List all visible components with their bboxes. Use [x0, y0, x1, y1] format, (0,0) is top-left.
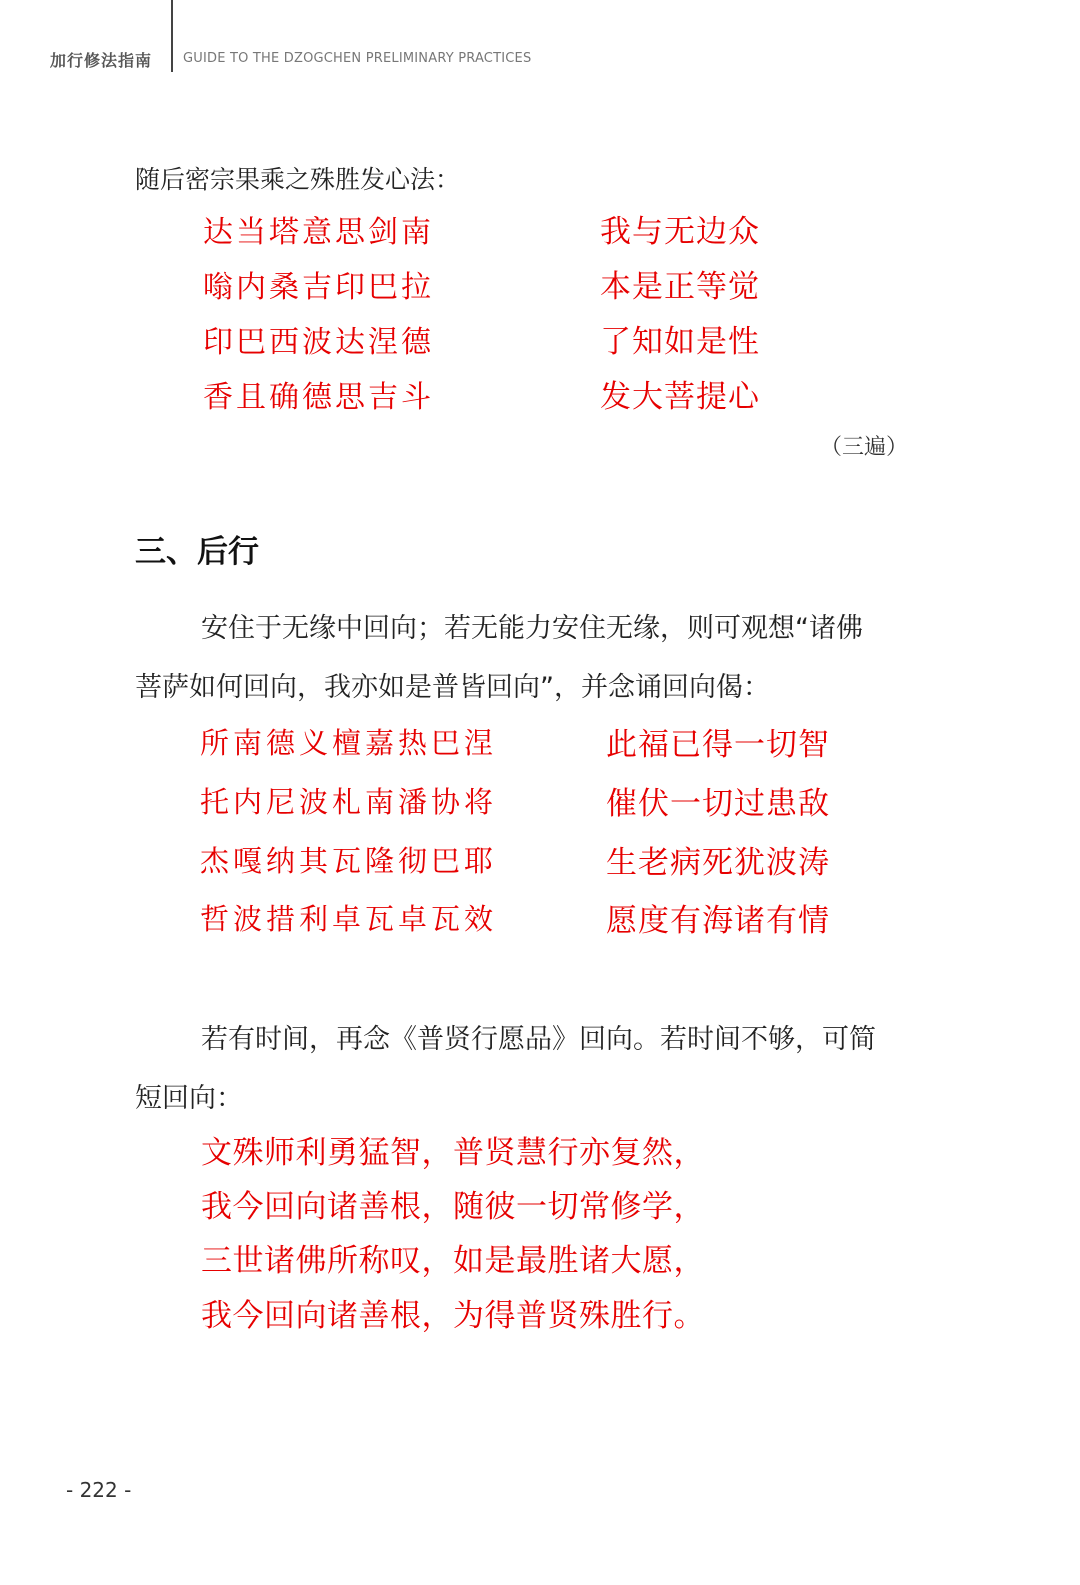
- dedication-mantra-line-3: 杰嘎纳其瓦隆彻巴耶: [200, 844, 498, 878]
- dedication-translation-line-1: 此福已得一切智: [606, 727, 830, 763]
- bodhicitta-translation-line-3: 了知如是性: [600, 324, 760, 360]
- verse-line-2: 我今回向诸善根，随彼一切常修学，: [201, 1189, 705, 1225]
- bodhicitta-mantra-line-4: 香且确德思吉斗: [203, 380, 434, 415]
- bodhicitta-translation-line-2: 本是正等觉: [600, 269, 760, 305]
- dedication-translation-line-3: 生老病死犹波涛: [606, 845, 830, 881]
- verse-line-1: 文殊师利勇猛智，普贤慧行亦复然，: [201, 1135, 705, 1171]
- header-divider: [171, 0, 173, 72]
- section-title: 三、后行: [135, 534, 259, 570]
- paragraph-1-line-2: 菩萨如何回向，我亦如是普皆回向”，并念诵回向偈：: [135, 672, 770, 703]
- dedication-mantra-line-2: 托内尼波札南潘协将: [200, 785, 498, 819]
- bodhicitta-mantra-line-1: 达当塔意思剑南: [203, 215, 434, 250]
- header-title-en: GUIDE TO THE DZOGCHEN PRELIMINARY PRACTICES: [183, 51, 532, 66]
- bodhicitta-translation-line-4: 发大菩提心: [600, 379, 760, 415]
- paragraph-1-line-1: 安住于无缘中回向；若无能力安住无缘，则可观想“诸佛: [201, 613, 863, 644]
- bodhicitta-mantra-line-2: 嗡内桑吉印巴拉: [203, 270, 434, 305]
- intro-line: 随后密宗果乘之殊胜发心法：: [135, 165, 461, 194]
- header-title-cn: 加行修法指南: [50, 51, 153, 70]
- repeat-note: （三遍）: [820, 435, 909, 460]
- bodhicitta-mantra-line-3: 印巴西波达涅德: [203, 325, 434, 360]
- paragraph-2-line-1: 若有时间，再念《普贤行愿品》回向。若时间不够，可简: [201, 1024, 876, 1055]
- paragraph-2-line-2: 短回向：: [135, 1083, 243, 1114]
- dedication-mantra-line-4: 哲波措利卓瓦卓瓦效: [200, 902, 498, 936]
- verse-line-4: 我今回向诸善根，为得普贤殊胜行。: [201, 1298, 705, 1334]
- dedication-translation-line-2: 催伏一切过患敌: [606, 786, 830, 822]
- bodhicitta-translation-line-1: 我与无边众: [600, 214, 760, 250]
- dedication-mantra-line-1: 所南德义檀嘉热巴涅: [200, 726, 498, 760]
- verse-line-3: 三世诸佛所称叹，如是最胜诸大愿，: [201, 1243, 705, 1279]
- page-number: - 222 -: [66, 1478, 132, 1502]
- dedication-translation-line-4: 愿度有海诸有情: [606, 903, 830, 939]
